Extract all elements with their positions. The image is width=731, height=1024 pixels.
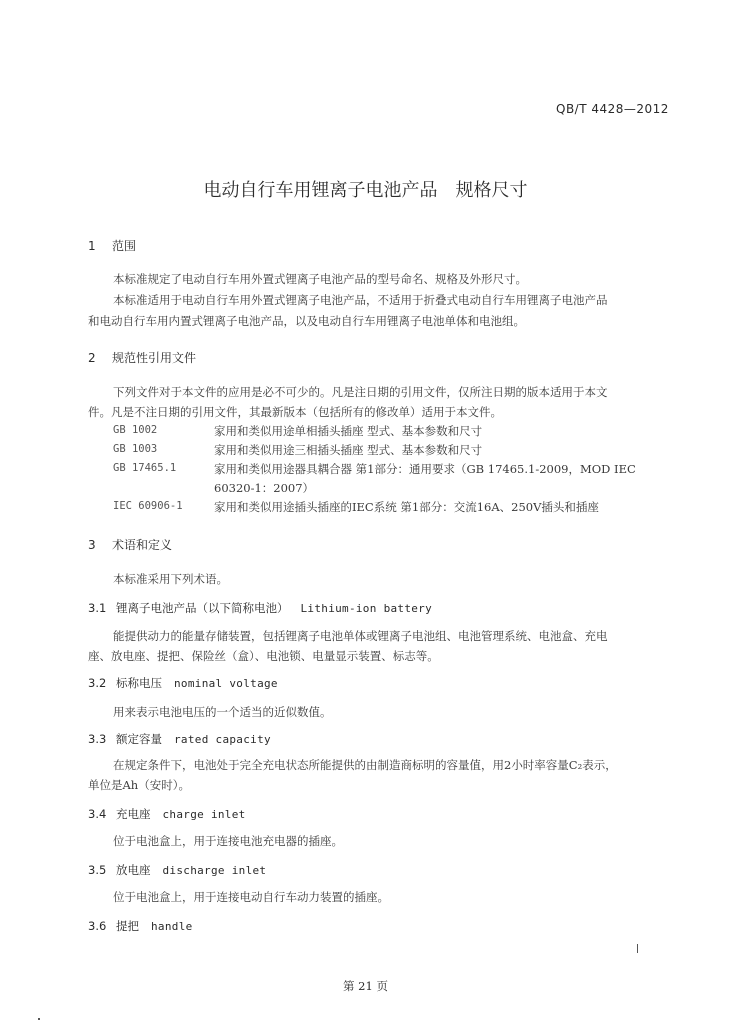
- definition-line: 位于电池盒上，用于连接电动自行车动力装置的插座。: [113, 890, 389, 904]
- title-main: 电动自行车用锂离子电池产品: [203, 180, 438, 201]
- reference-title: 家用和类似用途单相插头插座 型式、基本参数和尺寸: [214, 424, 483, 438]
- reference-code: GB 1003: [113, 443, 158, 455]
- section-3-heading: 3 术语和定义: [88, 538, 173, 552]
- reference-title: 家用和类似用途插头插座的IEC系统 第1部分：交流16A、250V插头和插座: [214, 500, 599, 514]
- reference-title-continued: 60320-1：2007）: [214, 481, 315, 495]
- document-title: [0, 176, 731, 202]
- paragraph-line: 件。凡是不注日期的引用文件，其最新版本（包括所有的修改单）适用于本文件。: [88, 405, 502, 419]
- paragraph-line: 本标准采用下列术语。: [113, 572, 228, 586]
- reference-title: 家用和类似用途三相插头插座 型式、基本参数和尺寸: [214, 443, 483, 457]
- definition-line: 能提供动力的能量存储装置，包括锂离子电池单体或锂离子电池组、电池管理系统、电池盒、充电: [113, 629, 608, 643]
- paragraph-line: 本标准适用于电动自行车用外置式锂离子电池产品，不适用于折叠式电动自行车用锂离子电池产品: [113, 293, 608, 307]
- paragraph-line: 和电动自行车用内置式锂离子电池产品，以及电动自行车用锂离子电池单体和电池组。: [88, 314, 525, 328]
- term-3-5-heading: 3.5 放电座 discharge inlet: [88, 863, 267, 877]
- term-3-2-heading: 3.2 标称电压 nominal voltage: [88, 676, 278, 690]
- reference-code: IEC 60906-1: [113, 500, 183, 512]
- term-3-6-heading: 3.6 提把 handle: [88, 919, 193, 933]
- paragraph-line: 下列文件对于本文件的应用是必不可少的。凡是注日期的引用文件，仅所注日期的版本适用于本文: [113, 385, 608, 399]
- definition-line: 位于电池盒上，用于连接电池充电器的插座。: [113, 834, 343, 848]
- standard-number: QB/T 4428—2012: [556, 102, 669, 116]
- term-3-1-heading: 3.1 锂离子电池产品（以下简称电池） Lithium-ion battery: [88, 601, 433, 615]
- definition-line: 单位是Ah（安时）。: [88, 778, 190, 792]
- term-3-4-heading: 3.4 充电座 charge inlet: [88, 807, 246, 821]
- reference-code: GB 1002: [113, 424, 158, 436]
- definition-line: 在规定条件下，电池处于完全充电状态所能提供的由制造商标明的容量值，用2小时率容量C₂表示，: [113, 758, 617, 772]
- scan-mark: [637, 944, 638, 953]
- term-3-3-heading: 3.3 额定容量 rated capacity: [88, 732, 271, 746]
- page-number: 第 21 页: [343, 979, 388, 993]
- definition-line: 用来表示电池电压的一个适当的近似数值。: [113, 705, 332, 719]
- section-2-heading: 2 规范性引用文件: [88, 351, 197, 365]
- definition-line: 座、放电座、提把、保险丝（盒）、电池锁、电量显示装置、标志等。: [88, 649, 439, 663]
- reference-code: GB 17465.1: [113, 462, 177, 474]
- reference-title: 家用和类似用途器具耦合器 第1部分：通用要求（GB 17465.1-2009，MOD IEC: [214, 462, 636, 476]
- paragraph-line: 本标准规定了电动自行车用外置式锂离子电池产品的型号命名、规格及外形尺寸。: [113, 272, 527, 286]
- scan-dot: [38, 1018, 40, 1020]
- section-1-heading: 1 范围: [88, 239, 137, 253]
- title-sub: 规格尺寸: [455, 180, 528, 201]
